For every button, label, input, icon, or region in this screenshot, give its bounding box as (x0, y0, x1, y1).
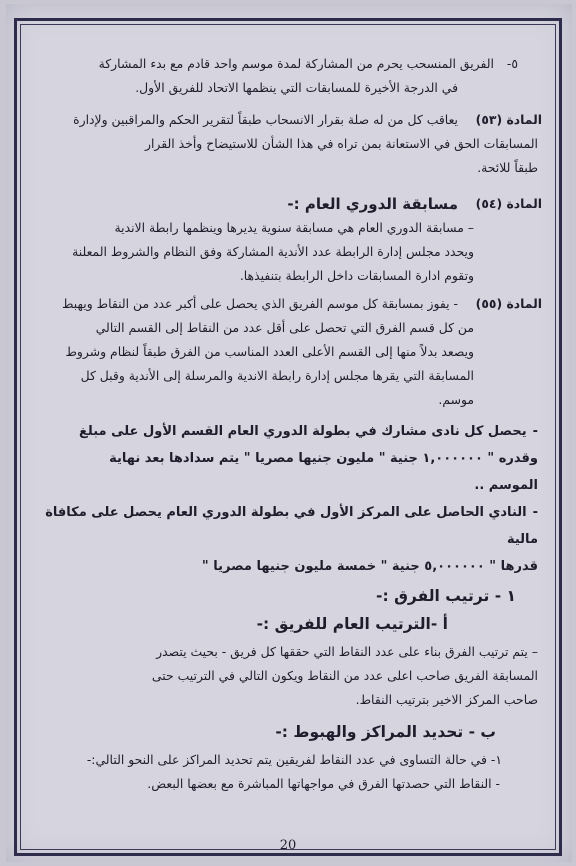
ranking-heading (34, 584, 516, 608)
ranking-line-3: صاحب المركز الاخير بترتيب النقاط. (355, 692, 538, 707)
article-54-title: مسابقة الدوري العام :- (287, 195, 458, 213)
ranking-line-2: المسابقة الفريق صاحب اعلى عدد من النقاط ويكون التالي في الترتيب حتى (151, 668, 538, 683)
ranking-number: ١ - (494, 587, 516, 605)
positions-subheading: ب - تحديد المراكز والهبوط :- (275, 723, 496, 741)
article-53-line-3: طبقاً للائحة. (477, 160, 538, 175)
article-54 (34, 192, 542, 288)
ranking-line-1: – يتم ترتيب الفرق بناء على عدد النقاط التي حققها كل فريق - بحيث يتصدر (156, 644, 538, 659)
article-55-line-3: ويصعد بدلاً منها إلى القسم الأعلى العدد المناسب من الفرق طبقاً لنظام وشروط (65, 344, 474, 359)
item-5-line-1: الفريق المنسحب يحرم من المشاركة لمدة موسم واحد قادم مع بدء المشاركة (98, 56, 494, 71)
article-54-line-2: ويحدد مجلس إدارة الرابطة عدد الأندية المشاركة وفق النظام والشروط المعلنة (72, 244, 474, 259)
prize-2-line-2: قدرها " ٥,٠٠٠٠٠٠ جنية " خمسة مليون جنيها مصريا " (201, 559, 538, 574)
ranking-section (34, 584, 538, 712)
item-5-number: ٥- (506, 56, 518, 71)
article-55-line-1: - يفوز بمسابقة كل موسم الفريق الذي يحصل على أكبر عدد من النقاط ويهبط (62, 296, 458, 311)
document-body (34, 52, 542, 796)
prize-2-line-1 (34, 499, 538, 553)
prize-1-line-3: الموسم .. (474, 478, 538, 493)
prize-2-line-1-text: النادي الحاصل على المركز الأول في بطولة الدوري العام يحصل على مكافاة مالية (45, 505, 538, 547)
prize-1 (34, 418, 538, 499)
article-54-line-3: وتقوم ادارة المسابقات داخل الرابطة بتنفيذها. (239, 268, 474, 283)
general-ranking-subheading: أ -الترتيب العام للفريق :- (256, 615, 448, 633)
prize-1-line-1-text: يحصل كل نادى مشارك في بطولة الدوري العام القسم الأول على مبلغ (79, 424, 527, 439)
article-55 (34, 292, 542, 412)
item-5 (34, 52, 538, 100)
article-53-line-1: يعاقب كل من له صلة بقرار الانسحاب طبقاً لتقرير الحكم والمراقبين ولإدارة (73, 112, 458, 127)
article-55-line-5: موسم. (438, 392, 474, 407)
page-number: 20 (279, 838, 297, 853)
item-5-line-2: في الدرجة الأخيرة للمسابقات التي ينظمها الاتحاد للفريق الأول. (135, 80, 458, 95)
prize-2 (34, 499, 538, 580)
article-55-line-4: المسابقة التي يقرها مجلس إدارة رابطة الاندية والمرسلة إلى الأندية وقبل كل (80, 368, 474, 383)
prize-2-dash: - (532, 505, 538, 520)
positions-item-1: ١- في حالة التساوى في عدد النقاط لفريقين يتم تحديد المراكز على النحو التالي:- (86, 752, 502, 767)
positions-section (34, 720, 538, 796)
article-53 (34, 108, 542, 180)
article-55-line-2: من كل قسم الفرق التي تحصل على أقل عدد من النقاط إلى القسم التالي (95, 320, 474, 335)
prize-1-line-2: وقدره " ١,٠٠٠٠٠٠ جنية " مليون جنيها مصريا " يتم سدادها بعد نهاية (109, 451, 538, 466)
article-53-line-2: المسابقات الحق في الاستعانة بمن تراه في هذا الشأن للاستيضاح وأخذ القرار (145, 136, 538, 151)
prize-1-dash: - (532, 424, 538, 439)
prize-1-line-1 (34, 418, 538, 445)
article-55-label: المادة (٥٥) (475, 296, 542, 311)
article-54-label: المادة (٥٤) (475, 196, 542, 211)
ranking-title: ترتيب الفرق :- (376, 587, 490, 605)
article-53-label: المادة (٥٣) (475, 112, 542, 127)
article-54-line-1: – مسابقة الدوري العام هي مسابقة سنوية يديرها وينظمها رابطة الاندية (114, 220, 474, 235)
positions-item-2: - النقاط التي حصدتها الفرق في مواجهاتها المباشرة مع بعضها البعض. (147, 776, 500, 791)
